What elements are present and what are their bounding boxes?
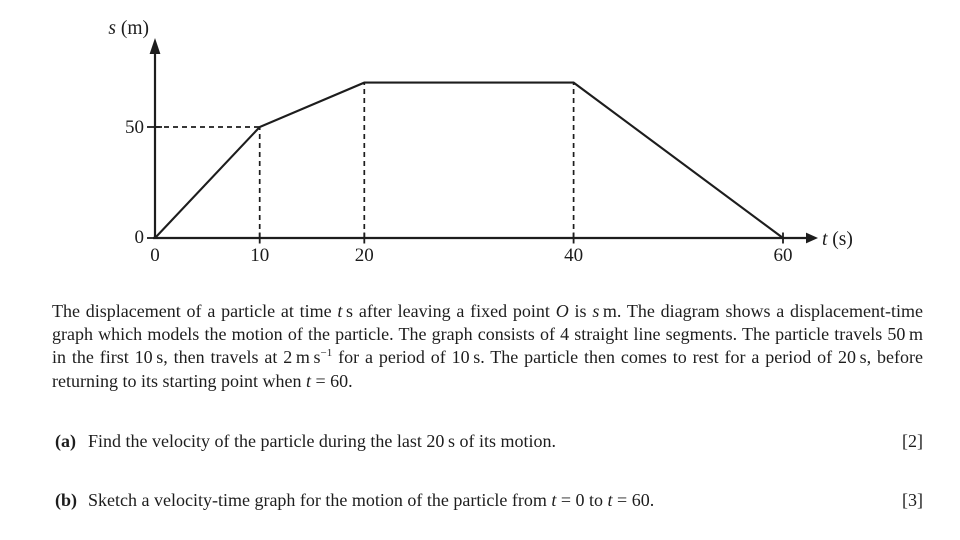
text-run: −1 — [320, 347, 333, 360]
text-run: = 0 to — [556, 490, 608, 510]
text-run: for a period of 10 s. The particle then comes to rest for a period of 20 s, before returning to its starting point when — [52, 347, 923, 391]
y-tick-label: 50 — [125, 117, 144, 138]
text-run: t — [305, 370, 311, 391]
question-b-label: (b) — [55, 490, 77, 510]
text-run: = 60. — [612, 490, 655, 510]
text-run: t — [337, 301, 343, 321]
question-a-label: (a) — [55, 431, 76, 451]
text-run: Sketch a velocity-time graph for the motion of the particle from — [88, 490, 552, 510]
y-axis-arrow-icon — [150, 38, 161, 54]
x-tick-label: 0 — [150, 245, 160, 266]
text-run: m. The diagram shows a displacement-time graph which models the motion of the particle. The graph consists of 4 straight line segments. The particle travels 50 m in the first 10 s, then travels at 2 m s — [52, 301, 923, 368]
question-a-text — [88, 430, 902, 452]
y-tick-label: 0 — [134, 227, 144, 248]
question-b-marks-badge: [3] — [902, 490, 923, 510]
x-axis-label: t (s) — [822, 229, 853, 250]
displacement-curve — [155, 83, 783, 238]
text-run: is — [568, 301, 593, 321]
question-a-marks-badge: [2] — [902, 431, 923, 451]
question-a — [55, 430, 923, 452]
text-run: s after leaving a fixed point — [342, 301, 556, 321]
x-tick-label: 40 — [564, 245, 584, 266]
x-tick-label: 20 — [354, 245, 374, 266]
x-axis-arrow-icon — [806, 233, 818, 244]
question-b — [55, 489, 923, 511]
text-run: O — [555, 301, 569, 321]
x-tick-label: 10 — [250, 245, 270, 266]
problem-statement — [52, 300, 923, 393]
x-tick-label: 60 — [773, 245, 793, 266]
question-b-text — [88, 489, 902, 511]
text-run: s — [592, 301, 600, 321]
text-run: = 60. — [310, 370, 353, 391]
y-axis-label: s (m) — [108, 18, 149, 39]
text-run: t — [607, 490, 613, 510]
text-run: The displacement of a particle at time — [52, 301, 338, 321]
text-run: t — [551, 490, 557, 510]
text-run: Find the velocity of the particle during the last 20 s of its motion. — [88, 431, 557, 451]
